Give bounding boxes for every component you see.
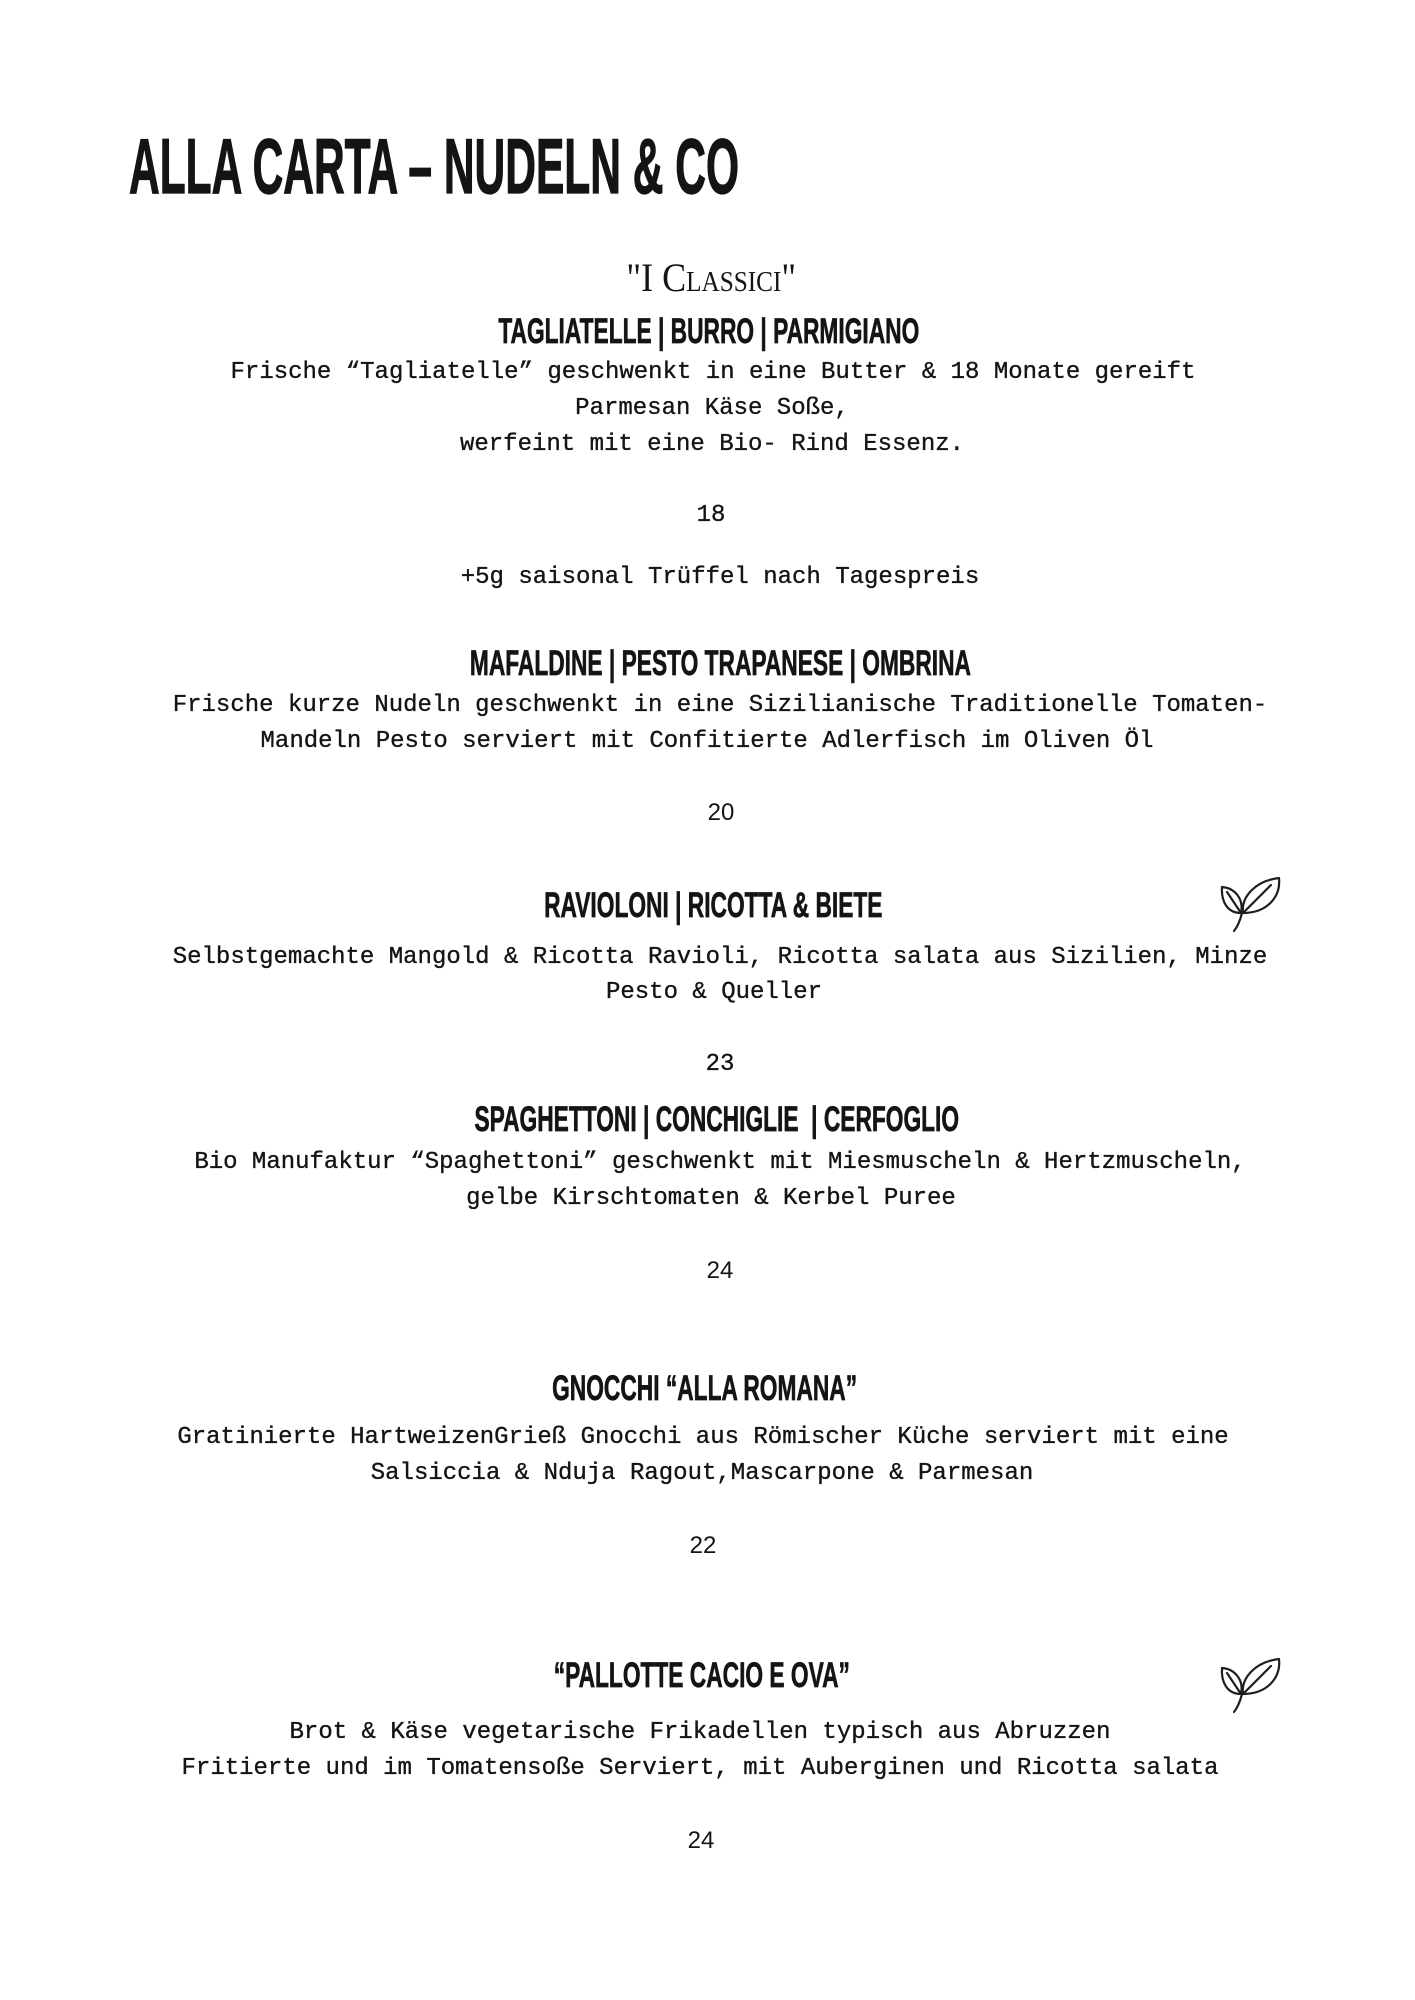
dish-price: 24 — [706, 1257, 734, 1284]
dish-description-line: Frische “Tagliatelle” geschwenkt in eine Butter & 18 Monate gereift — [230, 359, 1196, 386]
dish-name-text: MAFALDINE | PESTO TRAPANESE | OMBRINA — [469, 644, 971, 683]
leaf-icon — [1219, 1656, 1283, 1714]
dish-description-line: Selbstgemachte Mangold & Ricotta Ravioli, Ricotta salata aus Sizilien, Minze — [172, 944, 1268, 971]
dish-name-text: “PALLOTTE CACIO E OVA” — [553, 1656, 851, 1695]
dish-description-line: Bio Manufaktur “Spaghettoni” geschwenkt mit Miesmuscheln & Hertzmuscheln, — [194, 1149, 1246, 1176]
page-title — [129, 122, 1248, 210]
dish-price: 20 — [707, 799, 735, 826]
dish-name — [30, 644, 1410, 684]
dish-description-line: Brot & Käse vegetarische Frikadellen typisch aus Abruzzen — [289, 1719, 1111, 1746]
dish-name-text: SPAGHETTONI | CONCHIGLIE | CERFOGLIO — [474, 1100, 960, 1139]
dish-extra: +5g saisonal Trüffel nach Tagespreis — [460, 564, 980, 591]
dish-description-line: Parmesan Käse Soße, — [575, 395, 849, 422]
dish-description-line: Mandeln Pesto serviert mit Confitierte Adlerfisch im Oliven Öl — [260, 728, 1154, 755]
dish-name-text: RAVIOLONI | RICOTTA & BIETE — [543, 886, 883, 925]
dish-name-text: TAGLIATELLE | BURRO | PARMIGIANO — [498, 312, 920, 351]
dish-name-text: GNOCCHI “ALLA ROMANA” — [552, 1369, 858, 1408]
dish-description-line: Fritierte und im Tomatensoße Serviert, mit Auberginen und Ricotta salata — [181, 1755, 1219, 1782]
leaf-icon — [1219, 875, 1283, 933]
dish-description-line: Gratinierte HartweizenGrieß Gnocchi aus Römischer Küche serviert mit eine — [177, 1424, 1229, 1451]
dish-description-line: Frische kurze Nudeln geschwenkt in eine Sizilianische Traditionelle Tomaten- — [172, 692, 1268, 719]
dish-name — [23, 886, 1403, 926]
dish-name — [15, 1369, 1395, 1409]
dish-price: 24 — [687, 1827, 715, 1854]
page-title-text: ALLA CARTA – NUDELN & CO — [129, 122, 740, 210]
dish-name — [12, 1656, 1392, 1696]
dish-price: 22 — [689, 1532, 717, 1559]
dish-description-line: gelbe Kirschtomaten & Kerbel Puree — [466, 1185, 956, 1212]
dish-name — [19, 312, 1399, 352]
section-heading — [21, 254, 1401, 302]
section-heading-text: "I Classici" — [626, 255, 796, 300]
dish-price: 18 — [696, 502, 726, 529]
dish-price: 23 — [705, 1051, 735, 1078]
dish-description-line: Pesto & Queller — [605, 979, 823, 1006]
dish-description-line: werfeint mit eine Bio- Rind Essenz. — [459, 431, 965, 458]
dish-description-line: Salsiccia & Nduja Ragout,Mascarpone & Parmesan — [370, 1460, 1034, 1487]
dish-name — [27, 1100, 1407, 1140]
